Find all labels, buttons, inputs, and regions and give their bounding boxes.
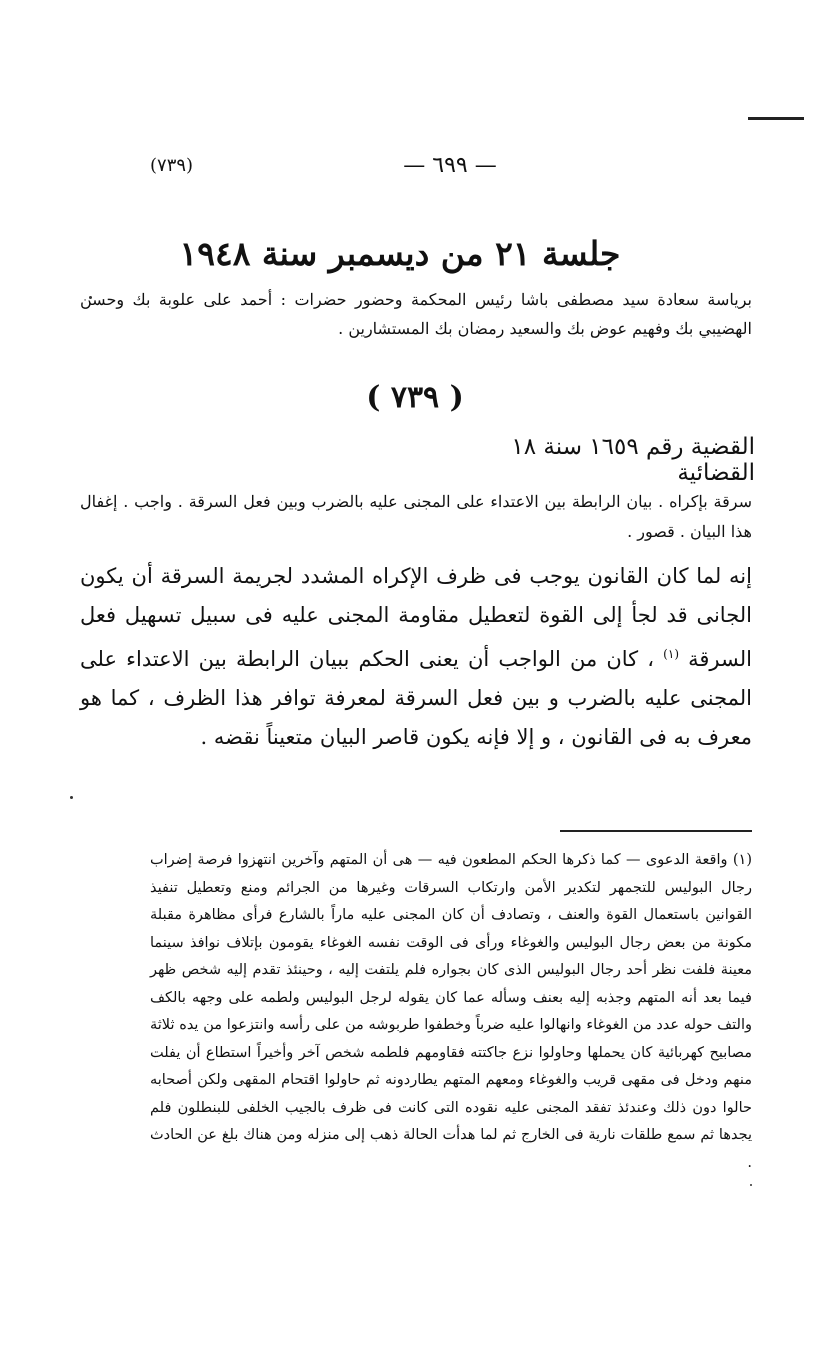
header-case-number: (٧٣٩) (150, 155, 194, 176)
ruling-text-start: إنه لما كان القانون يوجب فى ظرف الإكراه المشدد لجريمة السرقة أن يكون الجانى قد لجأ إلى القوة لتعطيل مقاومة المجنى عليه فى سبيل تسهيل فعل السرقة (80, 564, 752, 671)
scan-speck (70, 796, 73, 799)
session-title: جلسة ٢١ من ديسمبر سنة ١٩٤٨ (179, 234, 621, 273)
case-number-title: ( ٧٣٩ ) (366, 380, 464, 415)
footnote-divider (560, 830, 752, 832)
page-header (150, 153, 750, 183)
scan-edge-mark (748, 117, 804, 120)
case-ruling (80, 557, 752, 757)
session-attendance: برياسة سعادة سيد مصطفى باشا رئيس المحكمة وحضور حضرات : أحمد على علوبة بك وحسن الهضيبي بك وفهيم عوض بك والسعيد رمضان بك المستشارين . (80, 290, 752, 338)
ruling-text-end: ، كان من الواجب أن يعنى الحكم ببيان الرابطة بين الاعتداء على المجنى عليه بالضرب و بين فعل السرقة لمعرفة توافر هذا الظرف ، كما هو معرف به فى القانون ، و إلا فإنه يكون قاصر البيان متعيناً نقضه . (80, 647, 752, 749)
case-summary: سرقة بإكراه . بيان الرابطة بين الاعتداء على المجنى عليه بالضرب وبين فعل السرقة . واجب . إغفال هذا البيان . قصور . (80, 492, 752, 541)
footnote-marker: (١) (663, 647, 679, 661)
scan-speck (750, 1184, 752, 1186)
case-subject: القضية رقم ١٦٥٩ سنة ١٨ القضائية (511, 434, 755, 486)
footnote: (١) واقعة الدعوى — كما ذكرها الحكم المطعون فيه — هى أن المتهم وآخرين انتهزوا فرصة إضراب رجال البوليس للتجمهر لتكدير الأمن وارتكاب السرقات وغيرها من الجرائم ومنع وتعطيل تنفيذ القوانين باستعمال القوة والعنف ، وتصادف أن كان المجنى عليه ماراً بالشارع فرأى مظاهرة مقبلة مكونة من بعض رجال البوليس والغوغاء ورأى فى الوقت نفسه الغوغاء يقومون بإتلاف نوافذ سينما معينة فلفت نظر أحد رجال البوليس الذى كان بجواره فلم يلتفت إليه ، وحينئذ تقدم إليه شخص ظهر فيما بعد أنه المتهم وجذبه إليه بعنف وسأله عما كان يقوله لرجل البوليس ولطمه على وجهه بالكف والتف حوله عدد من الغوغاء وانهالوا عليه ضرباً وخطفوا طربوشه من على رأسه وانتزعوا من يده ثلاثة مصابيح كهربائية كان يحملها وحاولوا نزع جاكتته فقاومهم فلطمه شخص آخر وأخيراً استطاع أن يفلت منهم ودخل فى مقهى قريب والغوغاء ومعهم المتهم يطاردونه ثم حاولوا اقتحام المقهى ولكن أصحابه حالوا دون ذلك وعندئذ تفقد المجنى عليه نقوده التى كانت فى ظرف بالجيب الخلفى للبنطلون فلم يجدها ثم سمع طلقات نارية فى الخارج ثم لما هدأت الحالة ذهب إلى منزله ومن هناك بلغ عن الحادث . (150, 852, 752, 1171)
page-number: — ٦٩٩ — (403, 153, 497, 178)
